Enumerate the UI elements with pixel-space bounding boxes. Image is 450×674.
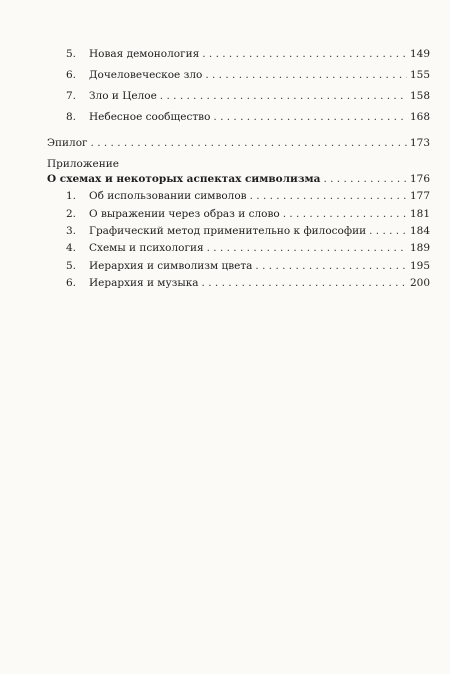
toc-entry-page: 168 xyxy=(409,111,430,123)
appendix-heading: Приложение xyxy=(47,158,119,170)
toc-leader-dots xyxy=(255,259,407,273)
toc-entry-page: 200 xyxy=(409,277,430,289)
toc-entry xyxy=(66,189,430,203)
toc-entry-number: 8. xyxy=(66,111,77,123)
toc-entry-title: Графический метод применительно к философии xyxy=(89,225,367,237)
toc-entry-title: Новая демонология xyxy=(89,48,200,60)
toc-entry xyxy=(66,224,430,238)
toc-leader-dots xyxy=(160,89,407,103)
toc-entry-title: Небесное сообщество xyxy=(89,111,211,123)
toc-entry-title: О схемах и некоторых аспектах символизма xyxy=(47,173,321,185)
toc-entry xyxy=(66,47,430,61)
toc-entry-number: 4. xyxy=(66,242,77,254)
toc-entry xyxy=(66,276,430,290)
toc-entry-page: 173 xyxy=(409,137,430,149)
toc-entry xyxy=(66,110,430,124)
toc-entry-page: 149 xyxy=(409,48,430,60)
toc-entry xyxy=(66,207,430,221)
toc-entry-number: 2. xyxy=(66,208,77,220)
toc-entry-number: 7. xyxy=(66,90,77,102)
toc-leader-dots xyxy=(250,189,407,203)
toc-leader-dots xyxy=(202,47,407,61)
toc-entry xyxy=(66,68,430,82)
toc-entry-title: О выражении через образ и слово xyxy=(89,208,280,220)
toc-entry-page: 181 xyxy=(409,208,430,220)
toc-entry-title: Схемы и психология xyxy=(89,242,204,254)
toc-entry-title: Эпилог xyxy=(47,137,88,149)
toc-leader-dots xyxy=(369,224,407,238)
toc-entry-title: Иерархия и музыка xyxy=(89,277,199,289)
toc-entry-page: 195 xyxy=(409,260,430,272)
toc-entry-number: 3. xyxy=(66,225,77,237)
toc-leader-dots xyxy=(202,276,407,290)
toc-entry-page: 189 xyxy=(409,242,430,254)
toc-entry-number: 1. xyxy=(66,190,77,202)
toc-entry-number: 5. xyxy=(66,48,77,60)
toc-entry-page: 176 xyxy=(409,173,430,185)
toc-entry xyxy=(66,259,430,273)
appendix-main-entry xyxy=(47,172,430,186)
toc-entry-page: 158 xyxy=(409,90,430,102)
toc-entry-title: Зло и Целое xyxy=(89,90,157,102)
toc-entry-title: Об использовании символов xyxy=(89,190,247,202)
toc-entry-number: 6. xyxy=(66,277,77,289)
toc-leader-dots xyxy=(205,68,407,82)
toc-entry-page: 155 xyxy=(409,69,430,81)
toc-epilogue xyxy=(47,136,430,150)
toc-entry-title: Иерархия и символизм цвета xyxy=(89,260,253,272)
toc-leader-dots xyxy=(283,207,407,221)
toc-leader-dots xyxy=(213,110,407,124)
toc-entry-title: Дочеловеческое зло xyxy=(89,69,203,81)
toc-entry-page: 177 xyxy=(409,190,430,202)
toc-entry-page: 184 xyxy=(409,225,430,237)
toc-entry-number: 6. xyxy=(66,69,77,81)
toc-leader-dots xyxy=(207,241,407,255)
toc-entry xyxy=(66,241,430,255)
toc-entry xyxy=(66,89,430,103)
toc-leader-dots xyxy=(323,172,407,186)
toc-entry-number: 5. xyxy=(66,260,77,272)
toc-leader-dots xyxy=(91,136,407,150)
